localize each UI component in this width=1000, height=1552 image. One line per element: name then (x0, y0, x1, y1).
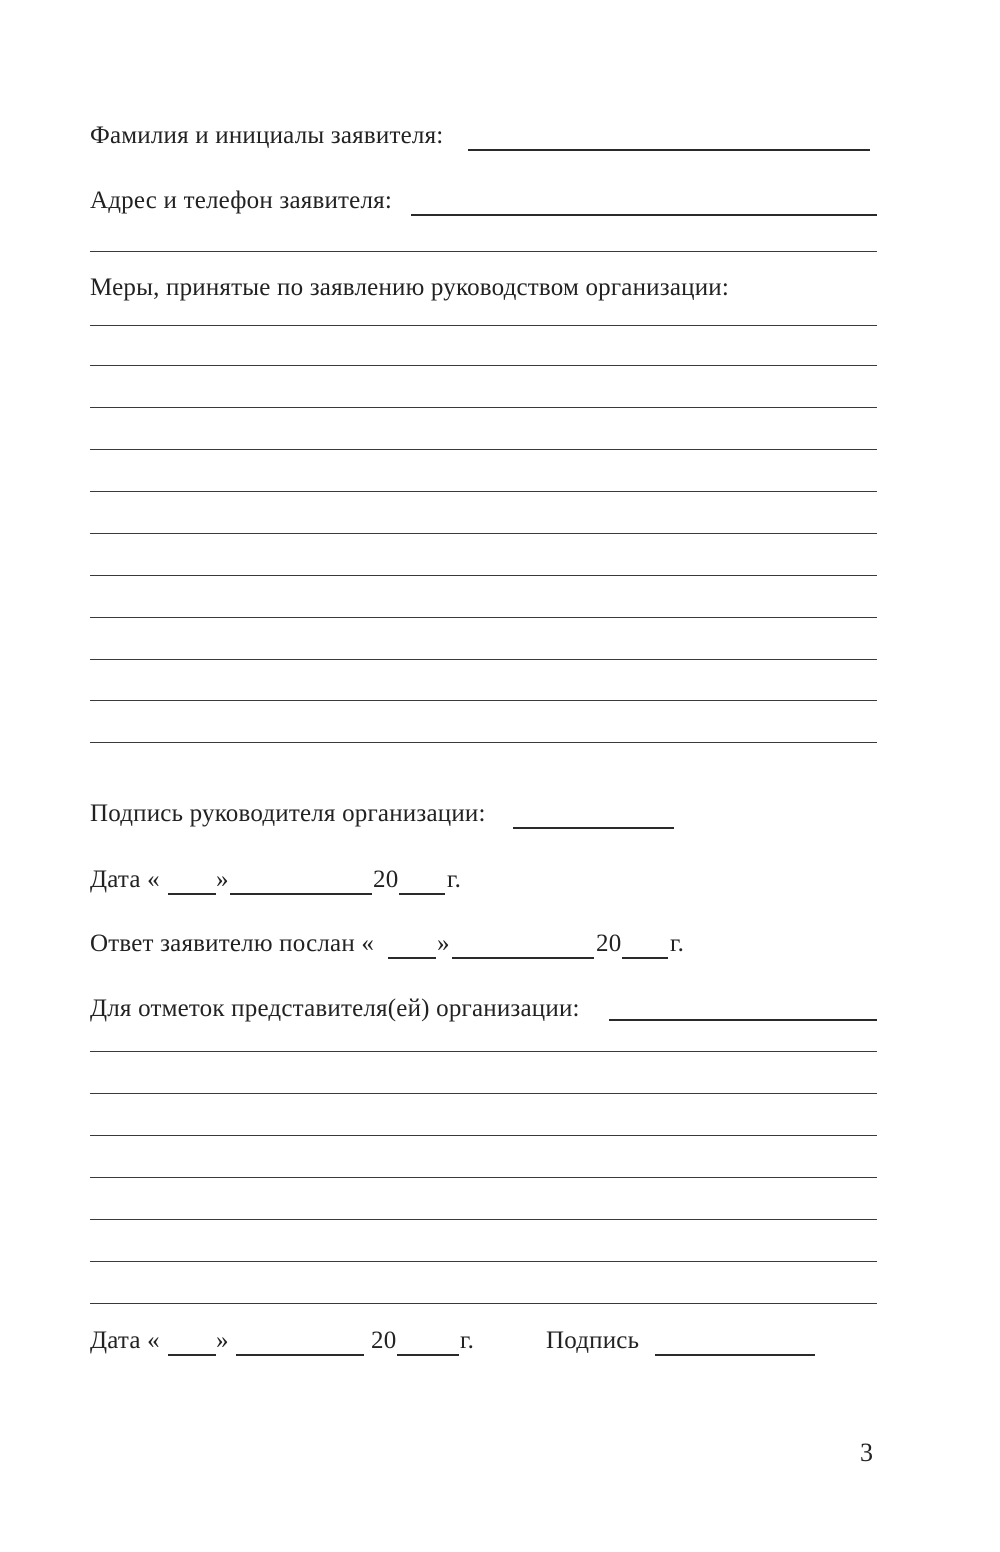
date-quote-close: » (216, 866, 229, 893)
notes-field[interactable] (609, 1019, 877, 1021)
notes-line[interactable] (90, 1261, 877, 1262)
measures-line[interactable] (90, 449, 877, 450)
final-date-quote-close: » (216, 1327, 229, 1354)
final-date-month-field[interactable] (236, 1354, 364, 1356)
applicant-address-label: Адрес и телефон заявителя: (90, 187, 392, 214)
reply-year-field[interactable] (622, 957, 668, 959)
date-year-prefix: 20 (373, 866, 399, 893)
measures-line[interactable] (90, 533, 877, 534)
applicant-address-line-2[interactable] (90, 251, 877, 252)
applicant-name-field[interactable] (468, 149, 870, 151)
measures-line[interactable] (90, 617, 877, 618)
measures-line[interactable] (90, 659, 877, 660)
final-signature-label: Подпись (546, 1327, 640, 1354)
measures-line[interactable] (90, 407, 877, 408)
final-date-label: Дата « (90, 1327, 160, 1354)
measures-line[interactable] (90, 325, 877, 326)
notes-line[interactable] (90, 1093, 877, 1094)
date-month-field[interactable] (230, 893, 372, 895)
measures-line[interactable] (90, 365, 877, 366)
reply-quote-close: » (437, 930, 450, 957)
final-date-year-suffix: г. (460, 1327, 475, 1354)
notes-line[interactable] (90, 1051, 877, 1052)
reply-year-prefix: 20 (596, 930, 622, 957)
reply-year-suffix: г. (670, 930, 685, 957)
measures-line[interactable] (90, 491, 877, 492)
date-day-field[interactable] (168, 893, 216, 895)
measures-line[interactable] (90, 575, 877, 576)
measures-line[interactable] (90, 700, 877, 701)
notes-line[interactable] (90, 1219, 877, 1220)
applicant-name-label: Фамилия и инициалы заявителя: (90, 122, 444, 149)
measures-label: Меры, принятые по заявлению руководством организации: (90, 274, 730, 301)
manager-signature-field[interactable] (513, 827, 674, 829)
reply-month-field[interactable] (452, 957, 594, 959)
date-year-suffix: г. (447, 866, 462, 893)
date-label: Дата « (90, 866, 160, 893)
final-signature-field[interactable] (655, 1354, 815, 1356)
applicant-address-field[interactable] (411, 214, 877, 216)
notes-line[interactable] (90, 1303, 877, 1304)
notes-line[interactable] (90, 1177, 877, 1178)
notes-line[interactable] (90, 1135, 877, 1136)
final-date-year-field[interactable] (397, 1354, 459, 1356)
reply-day-field[interactable] (388, 957, 436, 959)
manager-signature-label: Подпись руководителя организации: (90, 800, 486, 827)
final-date-year-prefix: 20 (371, 1327, 397, 1354)
reply-sent-label: Ответ заявителю послан « (90, 930, 375, 957)
measures-line[interactable] (90, 742, 877, 743)
page-number: 3 (860, 1438, 873, 1467)
final-date-day-field[interactable] (168, 1354, 216, 1356)
notes-label: Для отметок представителя(ей) организации: (90, 995, 580, 1022)
date-year-field[interactable] (399, 893, 445, 895)
